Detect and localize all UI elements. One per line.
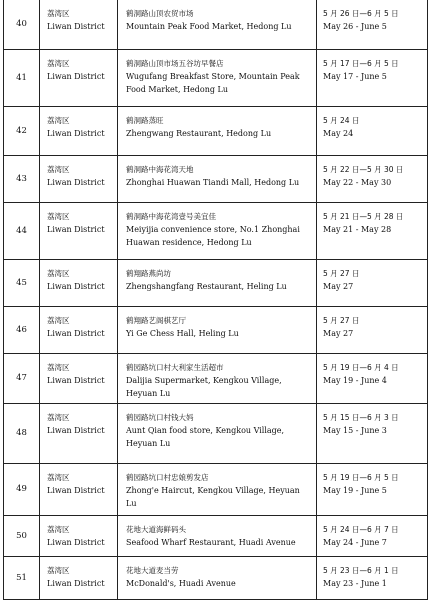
table-row	[4, 307, 428, 354]
date-en: May 27	[323, 282, 354, 291]
district-cn: 荔湾区	[47, 269, 70, 278]
district-cn: 荔湾区	[47, 116, 70, 125]
date-cn: 5 月 19 日—6 月 4 日	[323, 363, 399, 372]
place-cell	[118, 354, 317, 404]
place-cn: 鹤翔路燕尚坊	[126, 269, 171, 278]
place-en: Mountain Peak Food Market, Hedong Lu	[126, 22, 292, 31]
district-cn: 荔湾区	[47, 316, 70, 325]
date-cn: 5 月 21 日—5 月 28 日	[323, 212, 404, 221]
date-en: May 26 - June 5	[323, 22, 387, 31]
place-cell	[118, 50, 317, 107]
place-cell	[118, 260, 317, 307]
district-en: Liwan District	[47, 538, 105, 547]
place-cn: 鹤洞路山顶农贸市场	[126, 9, 194, 18]
table-row	[4, 464, 428, 516]
district-cell	[40, 107, 118, 156]
district-cell	[40, 557, 118, 600]
date-en: May 17 - June 5	[323, 72, 387, 81]
district-cn: 荔湾区	[47, 9, 70, 18]
row-number: 41	[4, 50, 40, 107]
date-cell	[317, 307, 428, 354]
date-cell	[317, 203, 428, 260]
district-cell	[40, 354, 118, 404]
district-en: Liwan District	[47, 72, 105, 81]
place-en: Wugufang Breakfast Store, Mountain Peak Food Market, Hedong Lu	[126, 72, 300, 94]
district-cn: 荔湾区	[47, 165, 70, 174]
table-row	[4, 50, 428, 107]
date-cn: 5 月 24 日—6 月 7 日	[323, 525, 399, 534]
date-cell	[317, 404, 428, 464]
district-cell	[40, 0, 118, 50]
table-row	[4, 260, 428, 307]
place-cell	[118, 404, 317, 464]
table-row	[4, 156, 428, 203]
place-en: McDonald's, Huadi Avenue	[126, 579, 236, 588]
place-en: Zhengshangfang Restaurant, Heling Lu	[126, 282, 287, 291]
date-cell	[317, 354, 428, 404]
district-en: Liwan District	[47, 426, 105, 435]
place-en: Meiyijia convenience store, No.1 Zhonghai Huawan residence, Hedong Lu	[126, 225, 300, 247]
district-en: Liwan District	[47, 329, 105, 338]
district-cn: 荔湾区	[47, 566, 70, 575]
place-en: Aunt Qian food store, Kengkou Village, Heyuan Lu	[126, 426, 285, 448]
district-cn: 荔湾区	[47, 473, 70, 482]
place-en: Zhong'e Haircut, Kengkou Village, Heyuan Lu	[126, 486, 300, 508]
date-cn: 5 月 19 日—6 月 5 日	[323, 473, 399, 482]
date-en: May 19 - June 4	[323, 376, 387, 385]
date-en: May 23 - June 1	[323, 579, 387, 588]
date-cn: 5 月 27 日	[323, 269, 360, 278]
date-cn: 5 月 17 日—6 月 5 日	[323, 59, 399, 68]
row-number: 46	[4, 307, 40, 354]
district-cn: 荔湾区	[47, 413, 70, 422]
row-number: 45	[4, 260, 40, 307]
row-number: 51	[4, 557, 40, 600]
district-cell	[40, 307, 118, 354]
date-cn: 5 月 15 日—6 月 3 日	[323, 413, 399, 422]
date-cn: 5 月 26 日—6 月 5 日	[323, 9, 399, 18]
place-cn: 鹤洞路山顶市场五谷坊早餐店	[126, 59, 224, 68]
table-row	[4, 404, 428, 464]
place-en: Zhonghai Huawan Tiandi Mall, Hedong Lu	[126, 178, 300, 187]
district-cell	[40, 50, 118, 107]
place-cell	[118, 464, 317, 516]
row-number: 47	[4, 354, 40, 404]
date-en: May 24 - June 7	[323, 538, 387, 547]
district-en: Liwan District	[47, 376, 105, 385]
date-en: May 21 - May 28	[323, 225, 392, 234]
district-en: Liwan District	[47, 22, 105, 31]
date-cell	[317, 50, 428, 107]
place-cn: 花地大道海鲜码头	[126, 525, 186, 534]
date-cell	[317, 557, 428, 600]
date-cell	[317, 107, 428, 156]
place-cell	[118, 107, 317, 156]
row-number: 42	[4, 107, 40, 156]
district-cell	[40, 516, 118, 557]
district-en: Liwan District	[47, 579, 105, 588]
place-cell	[118, 557, 317, 600]
table-row	[4, 516, 428, 557]
table-row	[4, 107, 428, 156]
place-en: Yi Ge Chess Hall, Heling Lu	[126, 329, 239, 338]
date-cell	[317, 464, 428, 516]
district-cn: 荔湾区	[47, 525, 70, 534]
district-en: Liwan District	[47, 129, 105, 138]
district-en: Liwan District	[47, 486, 105, 495]
date-en: May 19 - June 5	[323, 486, 387, 495]
table-row	[4, 0, 428, 50]
table-body	[4, 0, 428, 600]
district-cn: 荔湾区	[47, 212, 70, 221]
district-cell	[40, 203, 118, 260]
date-cn: 5 月 24 日	[323, 116, 360, 125]
district-cn: 荔湾区	[47, 59, 70, 68]
date-cn: 5 月 23 日—6 月 1 日	[323, 566, 399, 575]
place-cell	[118, 203, 317, 260]
row-number: 50	[4, 516, 40, 557]
district-en: Liwan District	[47, 178, 105, 187]
place-cn: 鹤园路坑口村忠娘剪发店	[126, 473, 209, 482]
district-cell	[40, 156, 118, 203]
place-cell	[118, 156, 317, 203]
date-en: May 15 - June 3	[323, 426, 387, 435]
date-cn: 5 月 22 日—5 月 30 日	[323, 165, 404, 174]
date-en: May 27	[323, 329, 354, 338]
district-cell	[40, 260, 118, 307]
date-cn: 5 月 27 日	[323, 316, 360, 325]
place-cell	[118, 307, 317, 354]
table-row	[4, 203, 428, 260]
date-cell	[317, 260, 428, 307]
row-number: 49	[4, 464, 40, 516]
date-en: May 24	[323, 129, 354, 138]
date-cell	[317, 156, 428, 203]
row-number: 48	[4, 404, 40, 464]
table-row	[4, 557, 428, 600]
date-en: May 22 - May 30	[323, 178, 392, 187]
table-row	[4, 354, 428, 404]
place-cn: 花地大道麦当劳	[126, 566, 179, 575]
district-en: Liwan District	[47, 282, 105, 291]
place-cn: 鹤翔路艺阁棋艺厅	[126, 316, 186, 325]
district-cell	[40, 404, 118, 464]
place-cell	[118, 516, 317, 557]
locations-table	[3, 0, 428, 600]
row-number: 40	[4, 0, 40, 50]
district-cn: 荔湾区	[47, 363, 70, 372]
place-cn: 鹤洞路中海花湾壹号美宜佳	[126, 212, 216, 221]
date-cell	[317, 0, 428, 50]
place-cn: 鹤洞路蒸旺	[126, 116, 164, 125]
place-cn: 鹤园路坑口村钱大妈	[126, 413, 194, 422]
place-cn: 鹤洞路中海花湾天地	[126, 165, 194, 174]
row-number: 44	[4, 203, 40, 260]
place-cn: 鹤园路坑口村大利家生活超市	[126, 363, 224, 372]
place-en: Zhengwang Restaurant, Hedong Lu	[126, 129, 272, 138]
district-en: Liwan District	[47, 225, 105, 234]
district-cell	[40, 464, 118, 516]
row-number: 43	[4, 156, 40, 203]
place-en: Seafood Wharf Restaurant, Huadi Avenue	[126, 538, 296, 547]
place-en: Dalijia Supermarket, Kengkou Village, Heyuan Lu	[126, 376, 282, 398]
date-cell	[317, 516, 428, 557]
place-cell	[118, 0, 317, 50]
